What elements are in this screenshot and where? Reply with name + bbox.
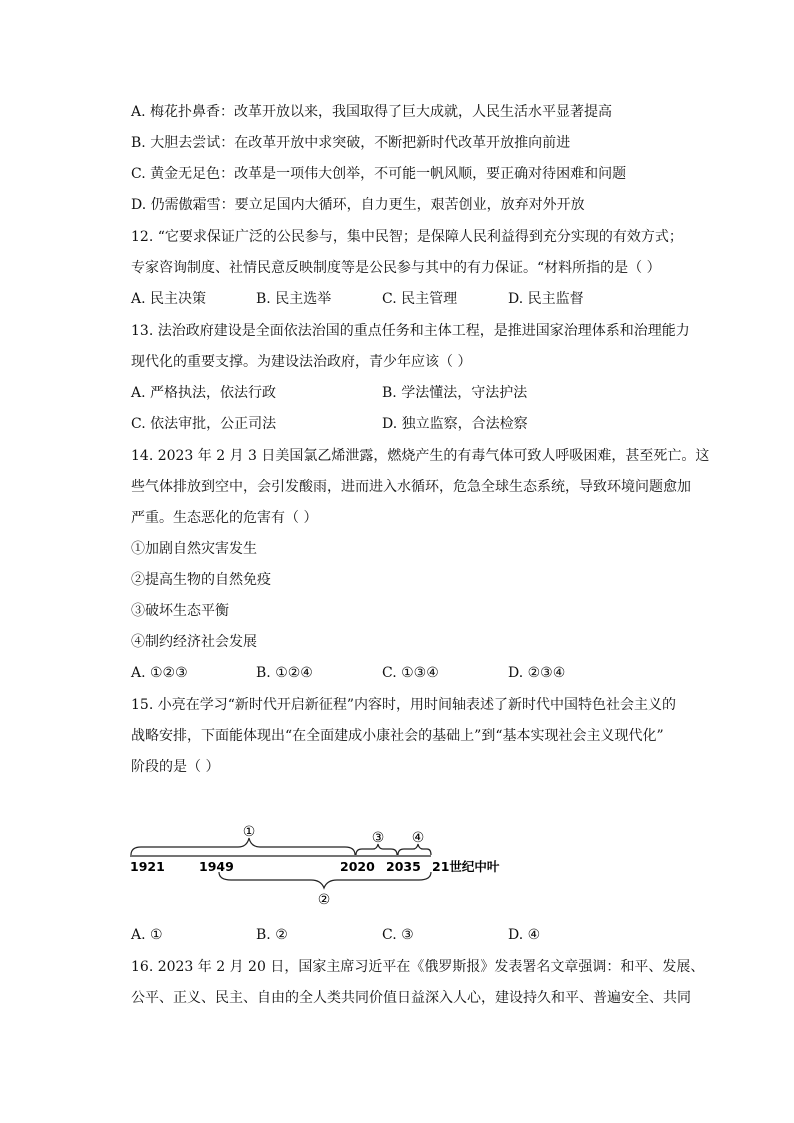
- q12-stem-line-2: 专家咨询制度、社情民意反映制度等是公民参与其中的有力保证。“材料所指的是（ ）: [131, 260, 661, 276]
- q13-stem-line-1: 13. 法治政府建设是全面依法治国的重点任务和主体工程，是推进国家治理体系和治理能力: [131, 323, 690, 339]
- q11-option-c: C. 黄金无足色：改革是一项伟大创举，不可能一帆风顺，要正确对待困难和问题: [131, 166, 627, 182]
- q16-stem-line-2: 公平、正义、民主、自由的全人类共同价值日益深入人心，建设持久和平、普遍安全、共同: [131, 990, 691, 1006]
- q14-item-1: ①加剧自然灾害发生: [131, 541, 257, 557]
- q14-stem-line-2: 些气体排放到空中，会引发酸雨，进而进入水循环，危急全球生态系统，导致环境问题愈加: [131, 479, 691, 495]
- q15-option-c: C. ③: [382, 927, 414, 943]
- q15-option-d: D. ④: [508, 927, 541, 943]
- timeline-year-1949: 1949: [199, 859, 234, 874]
- timeline-label-2: ②: [317, 892, 331, 908]
- timeline-label-1: ①: [242, 824, 256, 840]
- q15-stem-line-2: 战略安排，下面能体现出“在全面建成小康社会的基础上”到“基本实现社会主义现代化”: [131, 728, 664, 744]
- q16-stem-line-1: 16. 2023 年 2 月 20 日，国家主席习近平在《俄罗斯报》发表署名文章强调：和平、发展、: [131, 959, 705, 975]
- q14-option-b: B. ①②④: [256, 665, 313, 681]
- q13-option-a: A. 严格执法，依法行政: [131, 385, 277, 401]
- q12-stem-line-1: 12. “它要求保证广泛的公民参与，集中民智；是保障人民利益得到充分实现的有效方式；: [131, 229, 683, 245]
- q14-item-2: ②提高生物的自然免疫: [131, 572, 271, 588]
- q13-stem-line-2: 现代化的重要支撑。为建设法治政府，青少年应该（ ）: [131, 354, 472, 370]
- q14-item-3: ③破坏生态平衡: [131, 603, 229, 619]
- brace-2: [219, 872, 431, 888]
- timeline-year-2035: 2035: [386, 859, 421, 874]
- q15-option-a: A. ①: [131, 927, 163, 943]
- timeline-year-1921: 1921: [130, 859, 165, 874]
- q13-option-c: C. 依法审批，公正司法: [131, 416, 277, 432]
- q12-option-b: B. 民主选举: [256, 291, 332, 307]
- q15-option-b: B. ②: [256, 927, 288, 943]
- q12-option-a: A. 民主决策: [131, 291, 207, 307]
- q15-stem-line-3: 阶段的是（ ）: [131, 759, 220, 775]
- timeline-diagram: [125, 818, 515, 910]
- q11-option-d: D. 仍需傲霜雪：要立足国内大循环，自力更生，艰苦创业，放弃对外开放: [131, 197, 585, 213]
- q14-item-4: ④制约经济社会发展: [131, 634, 257, 650]
- q15-stem-line-1: 15. 小亮在学习“新时代开启新征程”内容时，用时间轴表述了新时代中国特色社会主义的: [131, 697, 677, 713]
- q13-option-d: D. 独立监察，合法检察: [382, 416, 528, 432]
- timeline-label-3: ③: [371, 830, 385, 846]
- timeline-year-mid-21c: 21世纪中叶: [432, 859, 500, 874]
- q11-option-a: A. 梅花扑鼻香：改革开放以来，我国取得了巨大成就，人民生活水平显著提高: [131, 104, 613, 120]
- q14-option-a: A. ①②③: [131, 665, 188, 681]
- q14-stem-line-1: 14. 2023 年 2 月 3 日美国氯乙烯泄露，燃烧产生的有毒气体可致人呼吸困难，甚至死亡。这: [131, 448, 710, 464]
- q13-option-b: B. 学法懂法，守法护法: [382, 385, 528, 401]
- q14-option-c: C. ①③④: [382, 665, 439, 681]
- timeline-label-4: ④: [411, 830, 425, 846]
- q12-option-d: D. 民主监督: [508, 291, 584, 307]
- q12-option-c: C. 民主管理: [382, 291, 458, 307]
- timeline-year-2020: 2020: [340, 859, 375, 874]
- q11-option-b: B. 大胆去尝试：在改革开放中求突破，不断把新时代改革开放推向前进: [131, 135, 571, 151]
- q14-stem-line-3: 严重。生态恶化的危害有（ ）: [131, 510, 318, 526]
- q14-option-d: D. ②③④: [508, 665, 566, 681]
- brace-1: [131, 838, 355, 855]
